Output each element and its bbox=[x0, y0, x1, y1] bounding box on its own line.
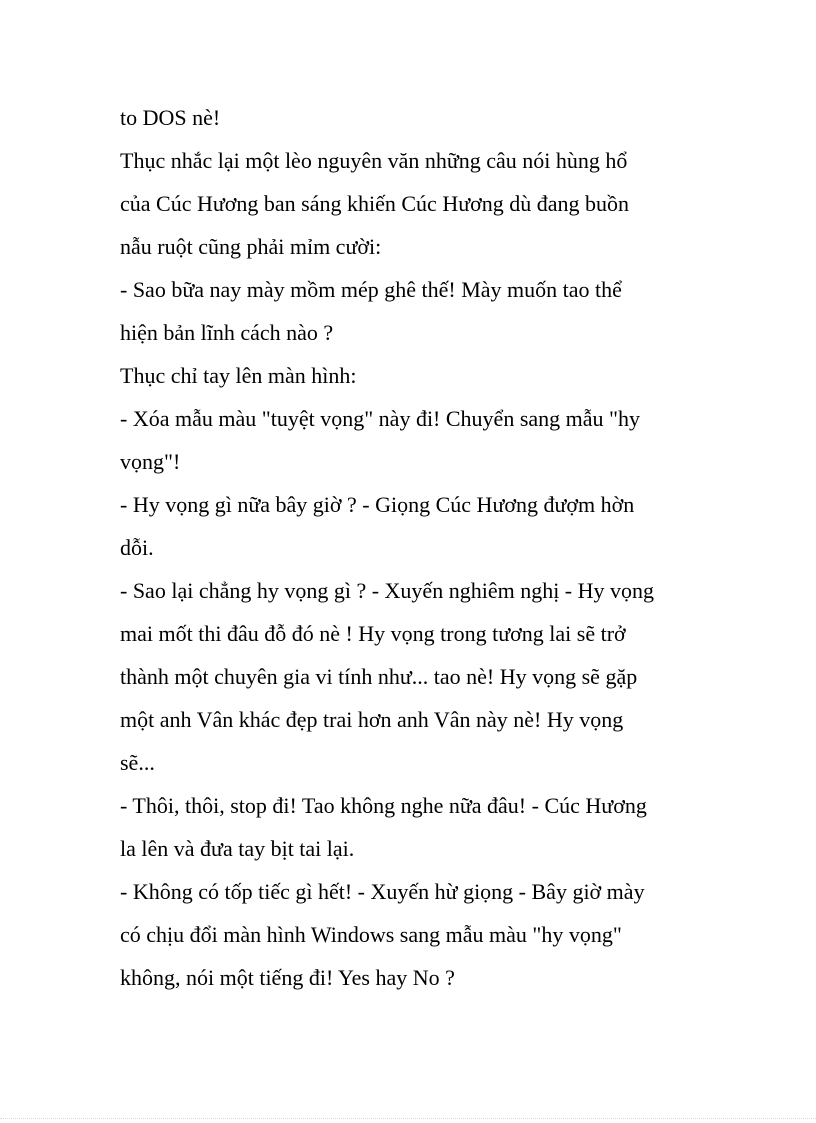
text-line: - Xóa mẫu màu "tuyệt vọng" này đi! Chuyển sang mẫu "hy bbox=[120, 406, 641, 431]
text-line: sẽ... bbox=[120, 750, 155, 775]
text-line: hiện bản lĩnh cách nào ? bbox=[120, 320, 334, 345]
text-line: Thục chỉ tay lên màn hình: bbox=[120, 363, 357, 388]
text-line: Thục nhắc lại một lèo nguyên văn những câu nói hùng hổ bbox=[120, 148, 628, 173]
text-line: - Thôi, thôi, stop đi! Tao không nghe nữa đâu! - Cúc Hương bbox=[120, 793, 647, 818]
text-line: nẫu ruột cũng phải mỉm cười: bbox=[120, 234, 382, 259]
text-line: - Hy vọng gì nữa bây giờ ? - Giọng Cúc Hương đượm hờn bbox=[120, 492, 635, 517]
page-bottom-divider bbox=[0, 1118, 816, 1119]
text-line: không, nói một tiếng đi! Yes hay No ? bbox=[120, 965, 455, 990]
text-line: - Không có tốp tiếc gì hết! - Xuyến hừ giọng - Bây giờ mày bbox=[120, 879, 645, 904]
text-line: mai mốt thi đâu đỗ đó nè ! Hy vọng trong tương lai sẽ trở bbox=[120, 621, 626, 646]
text-line: vọng"! bbox=[120, 449, 181, 474]
story-text bbox=[120, 96, 720, 999]
text-line: to DOS nè! bbox=[120, 105, 221, 130]
text-line: có chịu đổi màn hình Windows sang mẫu màu "hy vọng" bbox=[120, 922, 622, 947]
text-line: thành một chuyên gia vi tính như... tao nè! Hy vọng sẽ gặp bbox=[120, 664, 638, 689]
text-line: của Cúc Hương ban sáng khiến Cúc Hương dù đang buồn bbox=[120, 191, 630, 216]
text-line: - Sao bữa nay mày mồm mép ghê thế! Mày muốn tao thể bbox=[120, 277, 622, 302]
text-line: một anh Vân khác đẹp trai hơn anh Vân này nè! Hy vọng bbox=[120, 707, 624, 732]
text-line: - Sao lại chẳng hy vọng gì ? - Xuyến nghiêm nghị - Hy vọng bbox=[120, 578, 655, 603]
text-line: la lên và đưa tay bịt tai lại. bbox=[120, 836, 355, 861]
text-line: dỗi. bbox=[120, 535, 154, 560]
